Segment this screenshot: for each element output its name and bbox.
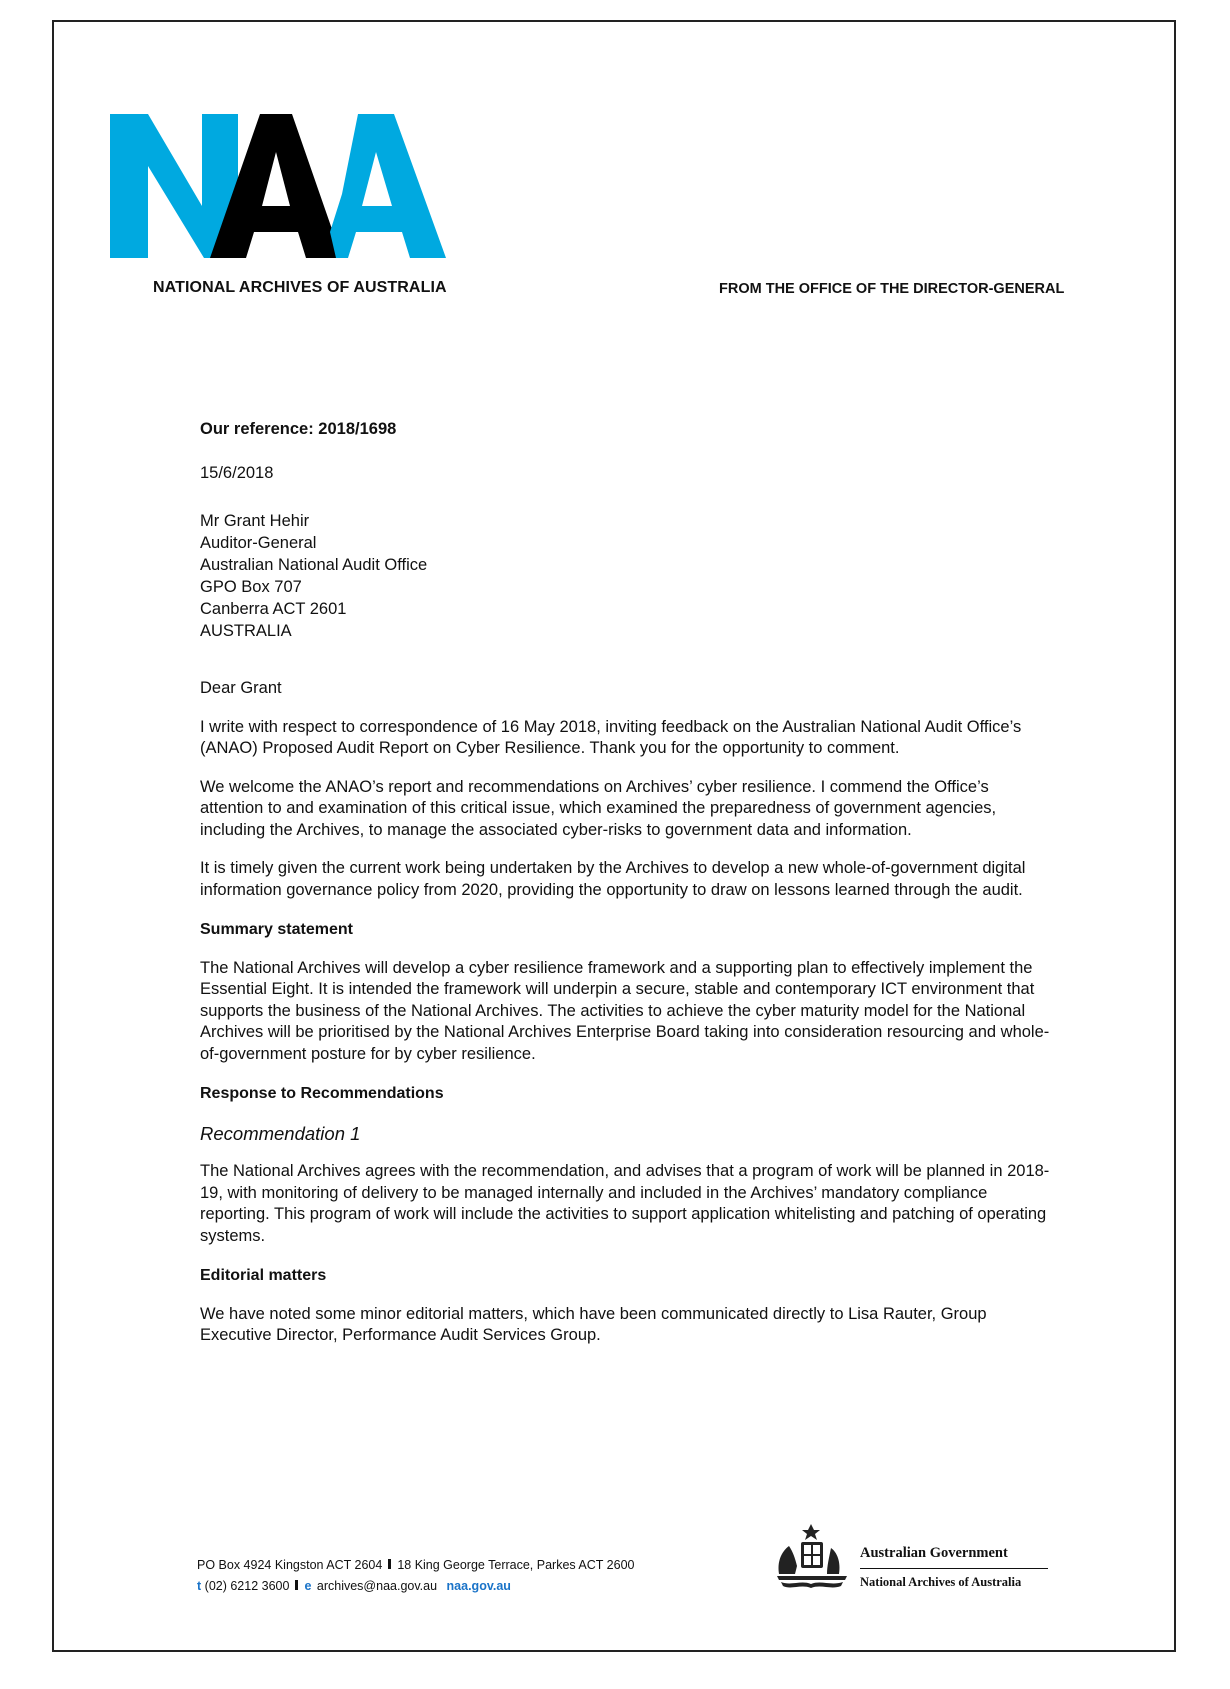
naa-logo [110, 114, 446, 258]
body-paragraph: It is timely given the current work being undertaken by the Archives to develop a new whole-of-government digital information governance policy from 2020, providing the opportunity to draw on lessons learned through the audit. [200, 859, 1026, 899]
reference-line: Our reference: 2018/1698 [200, 420, 397, 438]
editorial-heading: Editorial matters [200, 1267, 327, 1284]
salutation: Dear Grant [200, 679, 282, 697]
address-line: Australian National Audit Office [200, 556, 428, 574]
footer-website[interactable]: naa.gov.au [446, 1579, 511, 1593]
agency-name: National Archives of Australia [860, 1575, 1022, 1589]
address-line: Canberra ACT 2601 [200, 600, 347, 618]
organisation-name: NATIONAL ARCHIVES OF AUSTRALIA [153, 279, 447, 296]
footer-street-address: 18 King George Terrace, Parkes ACT 2600 [397, 1558, 635, 1572]
letter-date: 15/6/2018 [200, 463, 274, 482]
body-paragraph: We welcome the ANAO’s report and recommendations on Archives’ cyber resilience. I commend the Office’s attention to and examination of this critical issue, which examined the preparedness of government agencies, including the Archives, to manage the associated cyber-risks to government data and information. [200, 777, 997, 839]
government-name: Australian Government [860, 1545, 1048, 1569]
recipient-address [200, 510, 1056, 642]
phone-label: t [197, 1579, 202, 1593]
address-line: AUSTRALIA [200, 622, 292, 640]
separator [388, 1559, 391, 1569]
summary-heading: Summary statement [200, 921, 353, 938]
footer-phone: (02) 6212 3600 [204, 1579, 290, 1593]
recommendation-paragraph: The National Archives agrees with the recommendation, and advises that a program of work will be planned in 2018-19, with monitoring of delivery to be managed internally and included in the Archives’ mandatory compliance reporting. This program of work will include the activities to support application whitelisting and patching of operating systems. [200, 1162, 1050, 1245]
address-line: Auditor-General [200, 534, 317, 552]
summary-paragraph: The National Archives will develop a cyber resilience framework and a supporting plan to effectively implement the Essential Eight. It is intended the framework will underpin a secure, stable and contemporary ICT environment that supports the business of the National Archives. The activities to achieve the cyber maturity model for the National Archives will be prioritised by the National Archives Enterprise Board taking into consideration resourcing and whole-of-government posture for by cyber resilience. [200, 958, 1050, 1063]
email-label: e [304, 1579, 312, 1593]
government-branding [860, 1545, 1048, 1590]
response-heading: Response to Recommendations [200, 1085, 444, 1102]
footer-postal-address: PO Box 4924 Kingston ACT 2604 [197, 1558, 383, 1572]
coat-of-arms-icon [771, 1522, 853, 1592]
letter-body [200, 419, 1056, 1347]
recommendation-heading: Recommendation 1 [200, 1122, 361, 1144]
separator [295, 1580, 298, 1590]
footer-contact [197, 1555, 635, 1597]
body-paragraph: I write with respect to correspondence of 16 May 2018, inviting feedback on the Australian National Audit Office’s (ANAO) Proposed Audit Report on Cyber Resilience. Thank you for the opportunity to comment. [200, 717, 1022, 757]
editorial-paragraph: We have noted some minor editorial matters, which have been communicated directly to Lisa Rauter, Group Executive Director, Performance Audit Services Group. [200, 1304, 987, 1344]
footer-email[interactable]: archives@naa.gov.au [316, 1579, 438, 1593]
address-line: Mr Grant Hehir [200, 512, 310, 530]
office-line: FROM THE OFFICE OF THE DIRECTOR-GENERAL [719, 281, 1065, 297]
address-line: GPO Box 707 [200, 578, 302, 596]
logo-letter-a2 [330, 114, 446, 258]
